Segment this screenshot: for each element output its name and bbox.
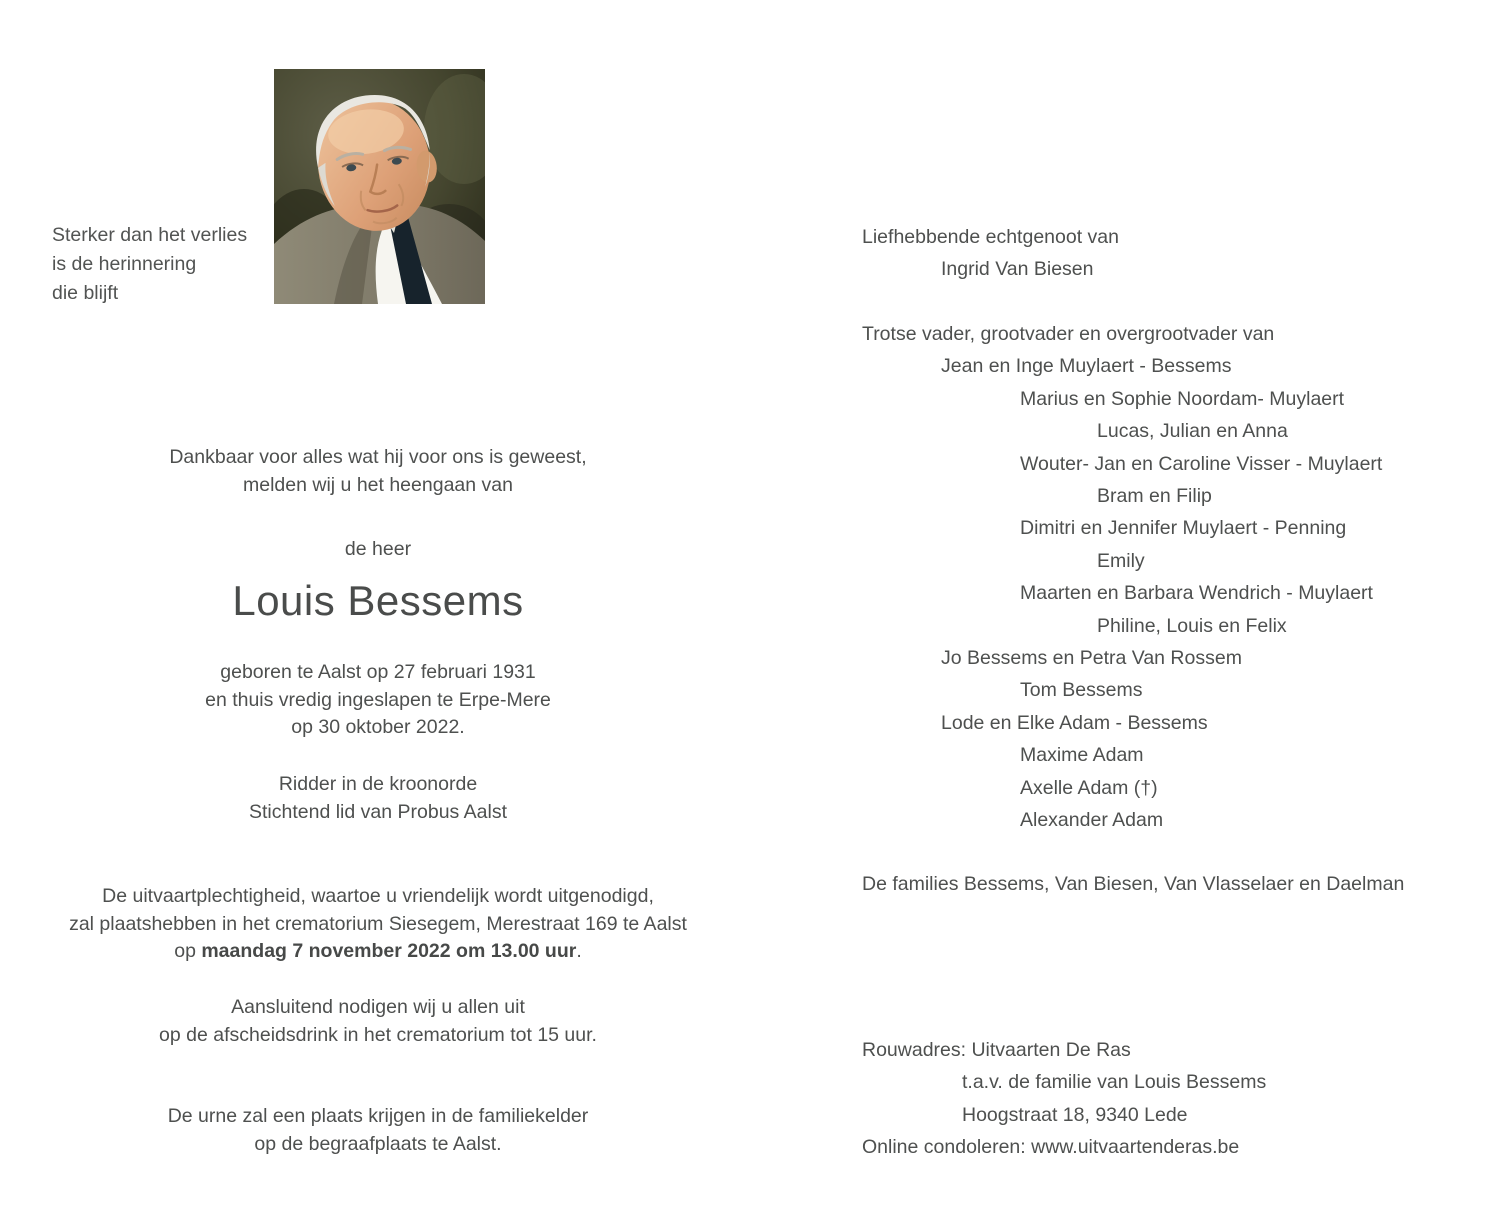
intro-line: Dankbaar voor alles wat hij voor ons is geweest,	[169, 446, 587, 468]
urn-info	[20, 1103, 736, 1158]
family-member: Alexander Adam	[1020, 809, 1164, 832]
birth-line: op 30 oktober 2022.	[291, 716, 465, 738]
reception-line: op de afscheidsdrink in het crematorium tot 15 uur.	[159, 1023, 597, 1046]
ceremony-date: maandag 7 november 2022 om 13.00 uur	[201, 940, 577, 962]
ceremony-line: zal plaatshebben in het crematorium Siesegem, Merestraat 169 te Aalst	[69, 912, 687, 935]
family-member: Wouter- Jan en Caroline Visser - Muylaert	[1020, 452, 1383, 475]
family-member: Lucas, Julian en Anna	[1097, 420, 1288, 443]
address-line: Rouwadres: Uitvaarten De Ras	[862, 1039, 1131, 1061]
family-member: Jo Bessems en Petra Van Rossem	[941, 647, 1242, 670]
deceased-name: Louis Bessems	[232, 577, 524, 624]
family-member: Tom Bessems	[1020, 679, 1143, 702]
reception-info	[20, 994, 736, 1049]
birth-line: en thuis vredig ingeslapen te Erpe-Mere	[205, 688, 551, 711]
address-line: t.a.v. de familie van Louis Bessems	[962, 1071, 1267, 1094]
address-line: Online condoleren: www.uitvaartenderas.be	[862, 1136, 1240, 1159]
urn-line: op de begraafplaats te Aalst.	[254, 1132, 502, 1155]
family-member: Dimitri en Jennifer Muylaert - Penning	[1020, 517, 1347, 540]
family-member: Emily	[1097, 549, 1145, 572]
ceremony-date-line	[20, 938, 736, 966]
ceremony-date-prefix: op	[174, 940, 202, 962]
mourning-address	[862, 1034, 1482, 1164]
honor-line: Stichtend lid van Probus Aalst	[249, 800, 507, 823]
family-member: Lode en Elke Adam - Bessems	[941, 711, 1208, 734]
reception-line: Aansluitend nodigen wij u allen uit	[231, 996, 525, 1018]
intro-line: melden wij u het heengaan van	[243, 473, 513, 496]
families-line: De families Bessems, Van Biesen, Van Vlasselaer en Daelman	[862, 873, 1405, 895]
family-member: Jean en Inge Muylaert - Bessems	[941, 355, 1232, 378]
family-member: Marius en Sophie Noordam- Muylaert	[1020, 387, 1345, 410]
honors	[20, 771, 736, 826]
spouse-section	[862, 221, 1482, 286]
family-member: Bram en Filip	[1097, 485, 1212, 508]
spouse-label: Liefhebbende echtgenoot van	[862, 226, 1119, 248]
announcement-column	[20, 0, 736, 1214]
urn-line: De urne zal een plaats krijgen in de familiekelder	[167, 1105, 589, 1127]
spouse-name: Ingrid Van Biesen	[941, 258, 1094, 281]
salutation: de heer	[344, 538, 412, 560]
ceremony-line: De uitvaartplechtigheid, waartoe u vriendelijk wordt uitgenodigd,	[102, 885, 654, 907]
ceremony-info	[20, 883, 736, 966]
birth-line: geboren te Aalst op 27 februari 1931	[220, 661, 536, 683]
birth-death-info	[20, 659, 736, 742]
quote-line: Sterker dan het verlies	[52, 224, 248, 246]
honor-line: Ridder in de kroonorde	[278, 773, 478, 795]
family-member: Axelle Adam (†)	[1020, 776, 1158, 799]
announcement-intro	[20, 444, 736, 499]
family-member: Maxime Adam	[1020, 744, 1144, 767]
family-section	[862, 318, 1482, 837]
address-line: Hoogstraat 18, 9340 Lede	[962, 1103, 1188, 1126]
family-member: Maarten en Barbara Wendrich - Muylaert	[1020, 582, 1373, 605]
ceremony-date-suffix: .	[576, 940, 582, 962]
family-header: Trotse vader, grootvader en overgrootvader van	[862, 323, 1275, 345]
quote-line: die blijft	[52, 282, 119, 304]
family-member: Philine, Louis en Felix	[1097, 614, 1287, 637]
quote-line: is de herinnering	[52, 253, 197, 275]
